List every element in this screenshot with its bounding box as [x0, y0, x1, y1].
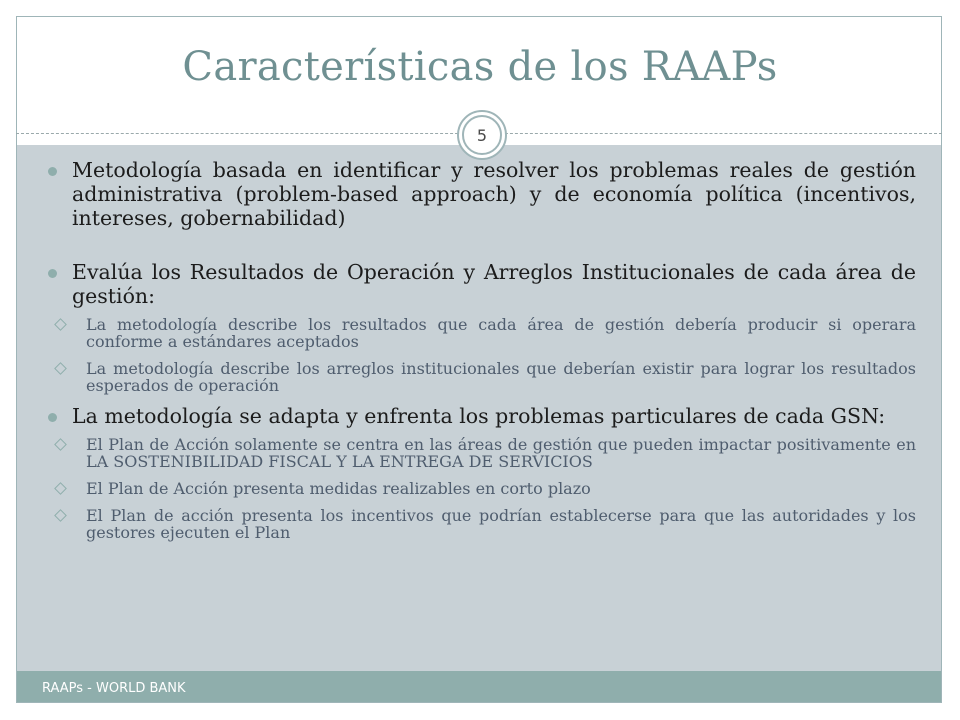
sub-bullet-item — [48, 480, 916, 497]
diamond-bullet-icon — [54, 362, 67, 375]
sub-bullet-item — [48, 360, 916, 394]
bullet-dot-icon — [48, 269, 57, 278]
bullet-item — [48, 158, 916, 230]
bullet-item — [48, 260, 916, 308]
footer-text: RAAPs - WORLD BANK — [42, 681, 186, 696]
sub-bullet-text: La metodología describe los arreglos institucionales que deberían existir para lograr los resultados esperados de operación — [86, 359, 916, 395]
diamond-bullet-icon — [54, 482, 67, 495]
diamond-bullet-icon — [54, 318, 67, 331]
bullet-text: Evalúa los Resultados de Operación y Arreglos Institucionales de cada área de gestión: — [72, 260, 916, 308]
diamond-bullet-icon — [54, 438, 67, 451]
bullet-dot-icon — [48, 167, 57, 176]
sub-bullet-item — [48, 507, 916, 541]
page-number: 5 — [462, 115, 502, 155]
bullet-dot-icon — [48, 413, 57, 422]
sub-bullet-text: El Plan de Acción solamente se centra en las áreas de gestión que pueden impactar positivamente en LA SOSTENIBILIDAD FISCAL Y LA ENTREGA DE SERVICIOS — [86, 435, 916, 471]
sub-bullet-text: El Plan de Acción presenta medidas realizables en corto plazo — [86, 479, 591, 498]
sub-bullet-text: La metodología describe los resultados que cada área de gestión debería producir si operara conforme a estándares aceptados — [86, 315, 916, 351]
sub-bullet-text: El Plan de acción presenta los incentivos que podrían establecerse para que las autoridades y los gestores ejecuten el Plan — [86, 506, 916, 542]
bullet-text: La metodología se adapta y enfrenta los problemas particulares de cada GSN: — [72, 404, 886, 428]
bullet-list — [48, 158, 916, 551]
slide-title: Características de los RAAPs — [182, 44, 778, 90]
page-number-badge — [457, 110, 507, 160]
diamond-bullet-icon — [54, 509, 67, 522]
sub-bullet-item — [48, 316, 916, 350]
sub-bullet-item — [48, 436, 916, 470]
bullet-item — [48, 404, 916, 428]
bullet-text: Metodología basada en identificar y resolver los problemas reales de gestión administrativa (problem-based approach) y de economía política (incentivos, intereses, gobernabilidad) — [72, 158, 916, 230]
